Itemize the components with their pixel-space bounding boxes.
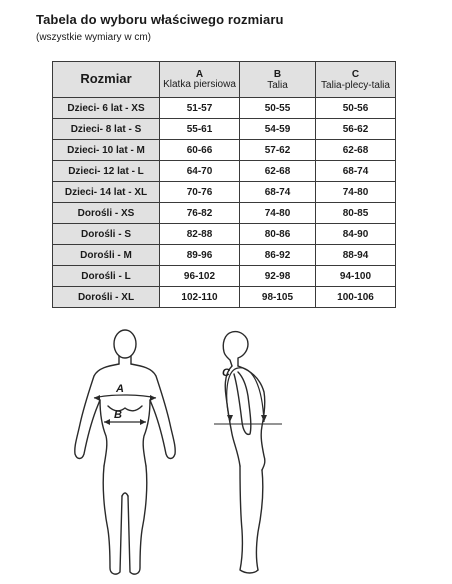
- column-header-a: [160, 62, 240, 98]
- side-body-figure: [210, 326, 300, 582]
- table-row: [53, 140, 396, 161]
- waist-back-waist-measurement-label: C: [222, 367, 230, 379]
- size-cell: Dzieci- 8 lat - S: [53, 119, 160, 140]
- front-body-figure: [70, 326, 200, 582]
- size-cell: Dorośli - L: [53, 266, 160, 287]
- column-header-letter: C: [351, 68, 360, 80]
- table-header-row: [53, 62, 396, 98]
- waist-cell: 80-86: [240, 224, 316, 245]
- column-header-b: [240, 62, 316, 98]
- size-cell: Dzieci- 14 lat - XL: [53, 182, 160, 203]
- column-header-label: Talia-plecy-talia: [321, 79, 390, 91]
- chest-cell: 89-96: [160, 245, 240, 266]
- chest-cell: 102-110: [160, 287, 240, 308]
- table-row: [53, 224, 396, 245]
- size-cell: Dorośli - XS: [53, 203, 160, 224]
- waist-back-waist-cell: 94-100: [316, 266, 396, 287]
- column-header-label: Talia: [267, 79, 288, 91]
- chest-cell: 82-88: [160, 224, 240, 245]
- column-header-label: Klatka piersiowa: [163, 79, 236, 90]
- column-header-size: [53, 62, 160, 98]
- waist-cell: 86-92: [240, 245, 316, 266]
- chest-measurement-label: A: [116, 383, 124, 395]
- chest-cell: 55-61: [160, 119, 240, 140]
- table-row: [53, 182, 396, 203]
- size-cell: Dzieci- 6 lat - XS: [53, 98, 160, 119]
- table-row: [53, 98, 396, 119]
- waist-cell: 50-55: [240, 98, 316, 119]
- waist-back-waist-cell: 74-80: [316, 182, 396, 203]
- column-header-letter: B: [273, 68, 282, 80]
- waist-cell: 62-68: [240, 161, 316, 182]
- waist-back-waist-cell: 100-106: [316, 287, 396, 308]
- waist-cell: 54-59: [240, 119, 316, 140]
- size-cell: Dzieci- 10 lat - M: [53, 140, 160, 161]
- chest-cell: 76-82: [160, 203, 240, 224]
- waist-cell: 92-98: [240, 266, 316, 287]
- column-header-label: Rozmiar: [80, 71, 132, 87]
- size-cell: Dorośli - XL: [53, 287, 160, 308]
- size-cell: Dzieci- 12 lat - L: [53, 161, 160, 182]
- table-row: [53, 245, 396, 266]
- table-row: [53, 119, 396, 140]
- waist-back-waist-cell: 80-85: [316, 203, 396, 224]
- waist-back-waist-cell: 88-94: [316, 245, 396, 266]
- waist-back-waist-cell: 84-90: [316, 224, 396, 245]
- waist-cell: 98-105: [240, 287, 316, 308]
- front-body-outline: [75, 330, 175, 574]
- chest-cell: 96-102: [160, 266, 240, 287]
- column-header-letter: A: [195, 69, 204, 80]
- chest-cell: 64-70: [160, 161, 240, 182]
- waist-cell: 68-74: [240, 182, 316, 203]
- page-subtitle: (wszystkie wymiary w cm): [36, 32, 151, 43]
- waist-cell: 57-62: [240, 140, 316, 161]
- waist-back-waist-cell: 50-56: [316, 98, 396, 119]
- size-cell: Dorośli - M: [53, 245, 160, 266]
- chest-cell: 60-66: [160, 140, 240, 161]
- waist-back-waist-cell: 62-68: [316, 140, 396, 161]
- column-header-c: [316, 62, 396, 98]
- page-title: Tabela do wyboru właściwego rozmiaru: [36, 12, 284, 27]
- waist-cell: 74-80: [240, 203, 316, 224]
- chest-cell: 51-57: [160, 98, 240, 119]
- chest-measurement-line: [94, 395, 156, 401]
- waist-measurement-label: B: [114, 409, 122, 421]
- table-row: [53, 287, 396, 308]
- size-cell: Dorośli - S: [53, 224, 160, 245]
- waist-back-waist-cell: 56-62: [316, 119, 396, 140]
- chest-cell: 70-76: [160, 182, 240, 203]
- table-row: [53, 161, 396, 182]
- waist-back-waist-cell: 68-74: [316, 161, 396, 182]
- table-row: [53, 266, 396, 287]
- table-row: [53, 203, 396, 224]
- waist-measurement-line: [104, 419, 146, 425]
- size-table: [52, 61, 396, 308]
